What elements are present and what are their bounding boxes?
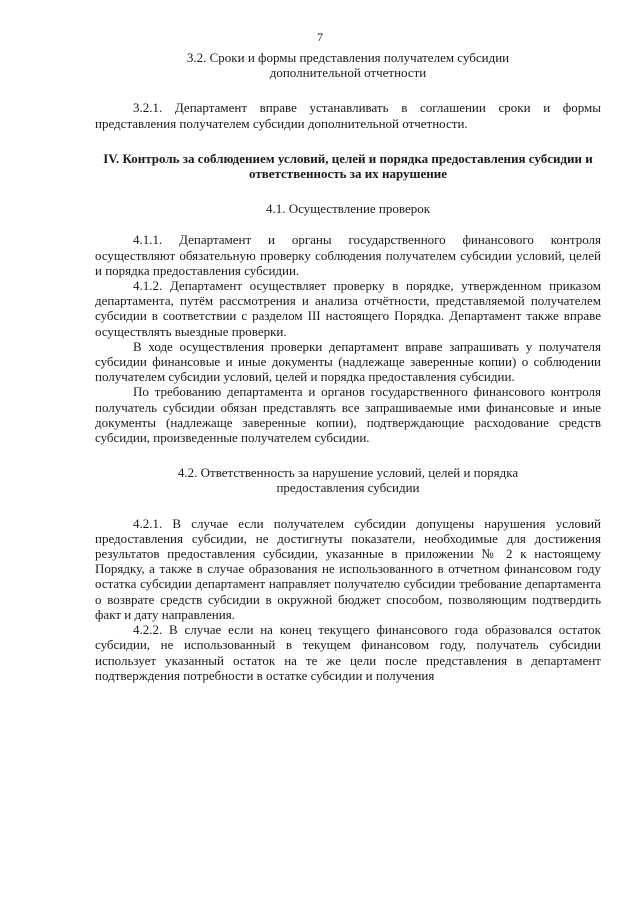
paragraph-4-1-during-check: В ходе осуществления проверки департамент вправе запрашивать у получателя субсидии финансовые и иные документы (надлежаще заверенные копии) о соблюдении получателем субсидии условий, целей и порядка предоставления субсидии. (95, 338, 601, 385)
paragraph-3-2-1: 3.2.1. Департамент вправе устанавливать в соглашении сроки и формы представления получателем субсидии дополнительной отчетности. (95, 100, 601, 131)
paragraph-4-1-on-request: По требованию департамента и органов государственного финансового контроля получатель субсидии обязан представлять все запрашиваемые ими финансовые и иные документы (надлежаще заверенные копии), подтверждающие расходование средств субсидии, произведенные получателем субсидии. (95, 384, 601, 446)
section-4-2-heading: 4.2. Ответственность за нарушение условий, целей и порядка предоставления субсидии (177, 465, 519, 496)
section-4-heading: IV. Контроль за соблюдением условий, целей и порядка предоставления субсидии и ответственность за их нарушение (103, 150, 593, 182)
section-3-2-heading: 3.2. Сроки и формы представления получателем субсидии дополнительной отчетности (186, 50, 510, 81)
section-4-1-heading: 4.1. Осуществление проверок (265, 201, 431, 217)
paragraph-4-1-1: 4.1.1. Департамент и органы государственного финансового контроля осуществляют обязательную проверку соблюдения получателем субсидии условий, целей и порядка предоставления субсидии. (95, 232, 601, 278)
document-body (95, 50, 601, 683)
page-number: 7 (317, 30, 323, 44)
paragraph-4-2-2: 4.2.2. В случае если на конец текущего финансового года образовался остаток субсидии, не использованный в текущем финансовом году, получатель субсидии использует указанный остаток на те же цели после представления в департамент подтверждения потребности в остатке субсидии и получения (95, 622, 601, 683)
paragraph-4-1-2: 4.1.2. Департамент осуществляет проверку в порядке, утвержденном приказом департамента, путём рассмотрения и анализа отчётности, представляемой получателем субсидии в соответствии с разделом III настоящего Порядка. Департамент также вправе осуществлять выездные проверки. (95, 278, 601, 339)
paragraph-4-2-1: 4.2.1. В случае если получателем субсидии допущены нарушения условий предоставления субсидии, не достигнуты показатели, необходимые для достижения результатов предоставления субсидии, указанные в приложении № 2 к настоящему Порядку, а также в случае образования не использованного в отчетном финансовом году остатка субсидии департамент направляет получателю субсидии требование департамента о возврате средств субсидии в окружной бюджет способом, позволяющим подтвердить факт и дату направления. (95, 515, 601, 622)
